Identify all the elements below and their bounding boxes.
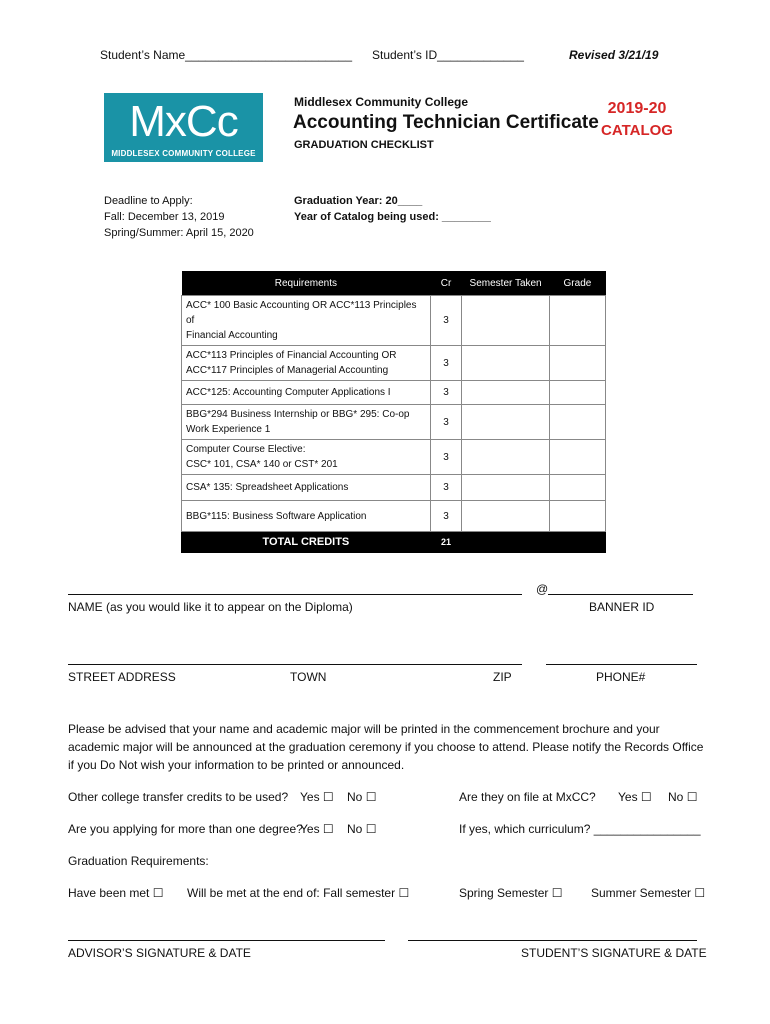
checkbox-icon: ☐ — [694, 886, 706, 900]
at-sign: @ — [536, 582, 549, 596]
catalog-label: CATALOG — [601, 122, 673, 139]
table-row — [182, 296, 606, 346]
checklist-title: GRADUATION CHECKLIST — [294, 139, 434, 151]
deadline-fall: Fall: December 13, 2019 — [104, 211, 225, 223]
credit-cell: 3 — [430, 501, 462, 532]
header-credits: Cr — [430, 271, 462, 296]
transfer-question: Other college transfer credits to be used? — [68, 790, 289, 804]
requirement-cell: BBG*294 Business Internship or BBG* 295: Co-op Work Experience 1 — [182, 405, 431, 440]
more-degree-question: Are you applying for more than one degree? — [68, 822, 303, 836]
semester-cell[interactable] — [462, 475, 550, 501]
degree-no[interactable]: No ☐ — [347, 822, 377, 836]
grad-req-label: Graduation Requirements: — [68, 854, 209, 868]
grade-cell[interactable] — [549, 381, 605, 405]
table-row — [182, 440, 606, 475]
table-row — [182, 346, 606, 381]
summer-semester-option[interactable]: Summer Semester ☐ — [591, 886, 706, 900]
curriculum-field[interactable]: If yes, which curriculum? ________________ — [459, 822, 701, 836]
advisor-signature-label: ADVISOR’S SIGNATURE & DATE — [68, 946, 251, 960]
checkbox-icon: ☐ — [551, 886, 563, 900]
student-id-field[interactable]: Student’s ID_____________ — [372, 48, 524, 62]
grade-cell[interactable] — [549, 405, 605, 440]
table-row — [182, 501, 606, 532]
checkbox-icon: ☐ — [365, 790, 377, 804]
requirement-cell: Computer Course Elective: CSC* 101, CSA* 140 or CST* 201 — [182, 440, 431, 475]
checkbox-icon: ☐ — [322, 790, 334, 804]
grade-cell[interactable] — [549, 440, 605, 475]
name-line[interactable] — [68, 594, 522, 595]
on-file-yes[interactable]: Yes ☐ — [618, 790, 652, 804]
credit-cell: 3 — [430, 296, 462, 346]
grade-cell[interactable] — [549, 501, 605, 532]
table-row — [182, 405, 606, 440]
table-row — [182, 381, 606, 405]
mxcc-logo — [104, 93, 263, 162]
checkbox-icon: ☐ — [365, 822, 377, 836]
semester-cell[interactable] — [462, 405, 550, 440]
total-blank — [462, 532, 550, 553]
program-title: Accounting Technician Certificate — [293, 112, 599, 133]
grade-cell[interactable] — [549, 346, 605, 381]
credit-cell: 3 — [430, 405, 462, 440]
banner-id-line[interactable] — [548, 594, 693, 595]
total-row — [182, 532, 606, 553]
on-file-question: Are they on file at MxCC? — [459, 790, 596, 804]
checkbox-icon: ☐ — [152, 886, 164, 900]
credit-cell: 3 — [430, 381, 462, 405]
checkbox-icon: ☐ — [398, 886, 410, 900]
semester-cell[interactable] — [462, 501, 550, 532]
requirement-cell: CSA* 135: Spreadsheet Applications — [182, 475, 431, 501]
been-met-option[interactable]: Have been met ☐ — [68, 886, 164, 900]
total-credits-label: TOTAL CREDITS — [182, 532, 431, 553]
credit-cell: 3 — [430, 475, 462, 501]
requirement-cell: ACC*113 Principles of Financial Accounting OR ACC*117 Principles of Managerial Accounting — [182, 346, 431, 381]
semester-cell[interactable] — [462, 296, 550, 346]
transfer-yes[interactable]: Yes ☐ — [300, 790, 334, 804]
logo-mark: MxCc — [129, 97, 238, 146]
logo-college-name: MIDDLESEX COMMUNITY COLLEGE — [111, 149, 256, 158]
semester-cell[interactable] — [462, 381, 550, 405]
notice-paragraph: Please be advised that your name and academic major will be printed in the commencement brochure and your academic major will be announced at the graduation ceremony if you choose to attend. Please notify the Records Office if you Do Not wish your information to be printed or announced. — [68, 722, 704, 772]
student-signature-label: STUDENT’S SIGNATURE & DATE — [521, 946, 707, 960]
deadline-spring: Spring/Summer: April 15, 2020 — [104, 227, 254, 239]
grade-cell[interactable] — [549, 475, 605, 501]
catalog-year: 2019-20 — [607, 100, 667, 117]
phone-label: PHONE# — [596, 670, 646, 684]
zip-label: ZIP — [493, 670, 512, 684]
requirements-table — [181, 271, 606, 553]
revised-date: Revised 3/21/19 — [569, 48, 659, 62]
total-blank — [549, 532, 605, 553]
banner-id-label: BANNER ID — [589, 600, 655, 614]
spring-semester-option[interactable]: Spring Semester ☐ — [459, 886, 563, 900]
address-line[interactable] — [68, 664, 522, 665]
student-name-field[interactable]: Student’s Name_________________________ — [100, 48, 353, 62]
street-label: STREET ADDRESS — [68, 670, 176, 684]
header-semester: Semester Taken — [462, 271, 550, 296]
deadline-label: Deadline to Apply: — [104, 195, 193, 207]
college-name: Middlesex Community College — [294, 95, 469, 109]
town-label: TOWN — [290, 670, 327, 684]
checkbox-icon: ☐ — [322, 822, 334, 836]
graduation-year-field[interactable]: Graduation Year: 20____ — [294, 195, 423, 207]
degree-yes[interactable]: Yes ☐ — [300, 822, 334, 836]
advisor-signature-line[interactable] — [68, 940, 385, 941]
semester-cell[interactable] — [462, 440, 550, 475]
credit-cell: 3 — [430, 440, 462, 475]
checkbox-icon: ☐ — [686, 790, 698, 804]
catalog-year-field[interactable]: Year of Catalog being used: ________ — [294, 211, 491, 223]
table-row — [182, 475, 606, 501]
requirement-cell: ACC*125: Accounting Computer Applications I — [182, 381, 431, 405]
requirement-cell: BBG*115: Business Software Application — [182, 501, 431, 532]
header-grade: Grade — [549, 271, 605, 296]
fall-semester-option[interactable]: Will be met at the end of: Fall semester ☐ — [187, 886, 410, 900]
credit-cell: 3 — [430, 346, 462, 381]
transfer-no[interactable]: No ☐ — [347, 790, 377, 804]
phone-line[interactable] — [546, 664, 697, 665]
student-signature-line[interactable] — [408, 940, 697, 941]
name-label: NAME (as you would like it to appear on the Diploma) — [68, 600, 353, 614]
on-file-no[interactable]: No ☐ — [668, 790, 698, 804]
grade-cell[interactable] — [549, 296, 605, 346]
semester-cell[interactable] — [462, 346, 550, 381]
requirement-cell: ACC* 100 Basic Accounting OR ACC*113 Principles of Financial Accounting — [182, 296, 431, 346]
header-requirements: Requirements — [182, 271, 431, 296]
total-credits-value: 21 — [430, 532, 462, 553]
checkbox-icon: ☐ — [640, 790, 652, 804]
